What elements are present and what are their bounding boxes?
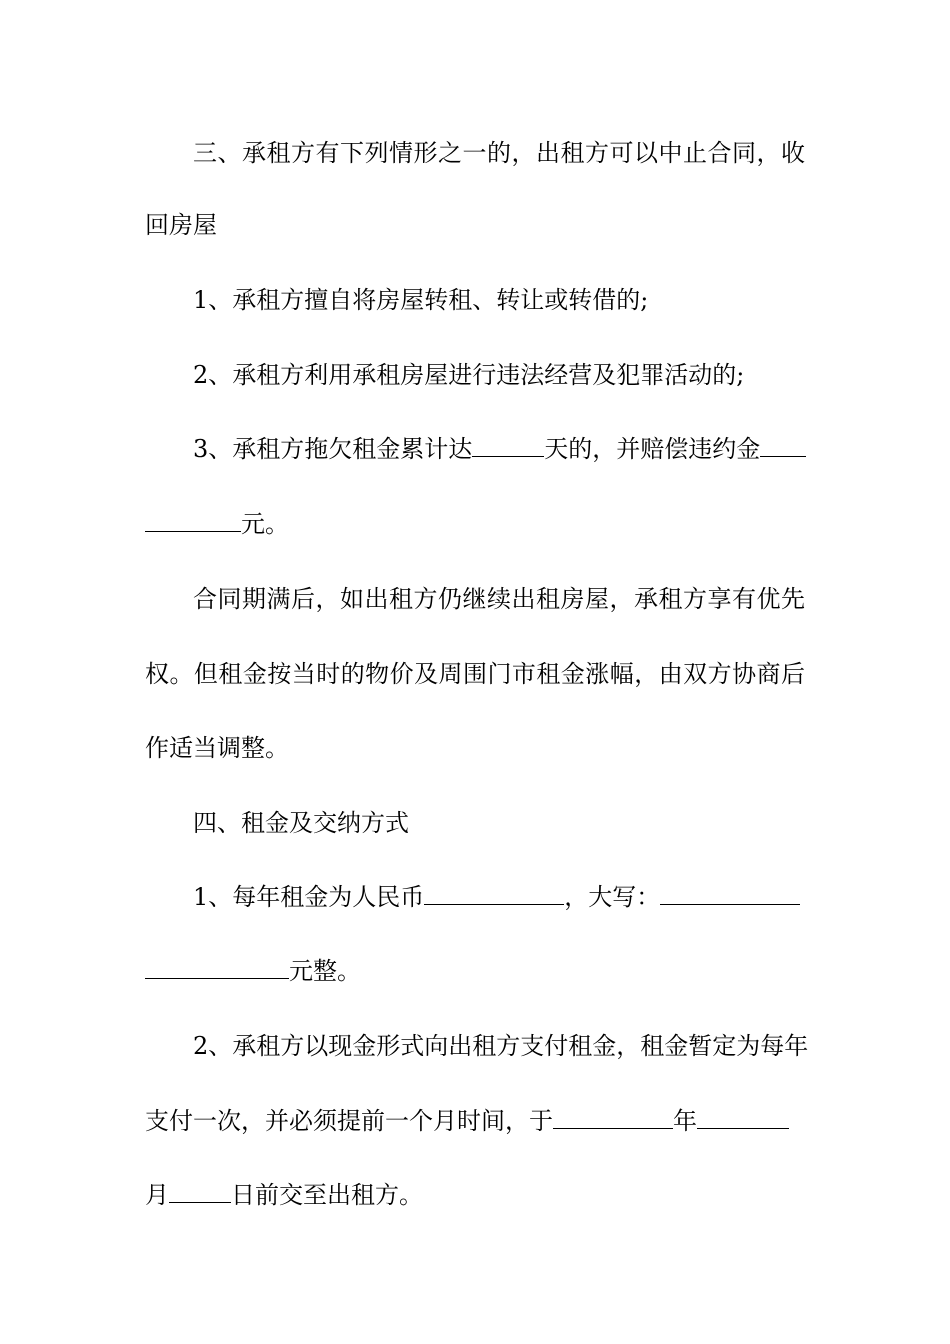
month-text: 月 (145, 1181, 169, 1209)
clause-4-2-text-a: 支付一次，并必须提前一个月时间，于 (145, 1107, 553, 1135)
section-4-heading: 四、租金及交纳方式 (193, 809, 409, 837)
penalty-blank-end (145, 509, 241, 532)
clause-3-3 (193, 434, 805, 464)
month-blank-start (697, 1106, 789, 1129)
section-3-heading-cont: 回房屋 (145, 211, 217, 239)
year-blank (553, 1106, 673, 1129)
clause-4-1-cont (145, 956, 805, 986)
clause-4-1-text-b: ，大写： (564, 883, 661, 911)
days-blank (472, 434, 544, 457)
renewal-paragraph: 合同期满后，如出租方仍继续出租房屋，承租方享有优先 (193, 585, 805, 613)
clause-3-3-cont (145, 509, 805, 539)
clause-4-2-cont-2 (145, 1180, 805, 1210)
clause-3-2: 2、承租方利用承租房屋进行违法经营及犯罪活动的; (193, 361, 745, 389)
rent-capital-blank-end (145, 956, 289, 979)
clause-3-3-text-b: 天的，并赔偿违约金 (544, 435, 761, 463)
clause-4-2: 2、承租方以现金形式向出租方支付租金，租金暂定为每年 (193, 1032, 809, 1060)
clause-4-1 (193, 882, 805, 912)
yuan-zheng-text: 元整。 (289, 957, 361, 985)
year-text: 年 (673, 1107, 697, 1135)
renewal-paragraph-cont-2: 作适当调整。 (145, 734, 289, 762)
clause-3-1: 1、承租方擅自将房屋转租、转让或转借的; (193, 286, 649, 314)
day-blank (169, 1180, 231, 1203)
rent-amount-blank (424, 882, 564, 905)
clause-4-1-text-a: 1、每年租金为人民币 (193, 883, 425, 911)
section-3-heading: 三、承租方有下列情形之一的，出租方可以中止合同，收 (193, 139, 805, 167)
penalty-blank-start (760, 434, 806, 457)
clause-4-2-text-b: 日前交至出租方。 (231, 1181, 423, 1209)
clause-3-3-text-a: 3、承租方拖欠租金累计达 (193, 435, 473, 463)
rent-capital-blank-start (660, 882, 800, 905)
clause-4-2-cont-1 (145, 1106, 805, 1136)
yuan-text: 元。 (241, 510, 289, 538)
renewal-paragraph-cont-1: 权。但租金按当时的物价及周围门市租金涨幅，由双方协商后 (145, 660, 805, 688)
